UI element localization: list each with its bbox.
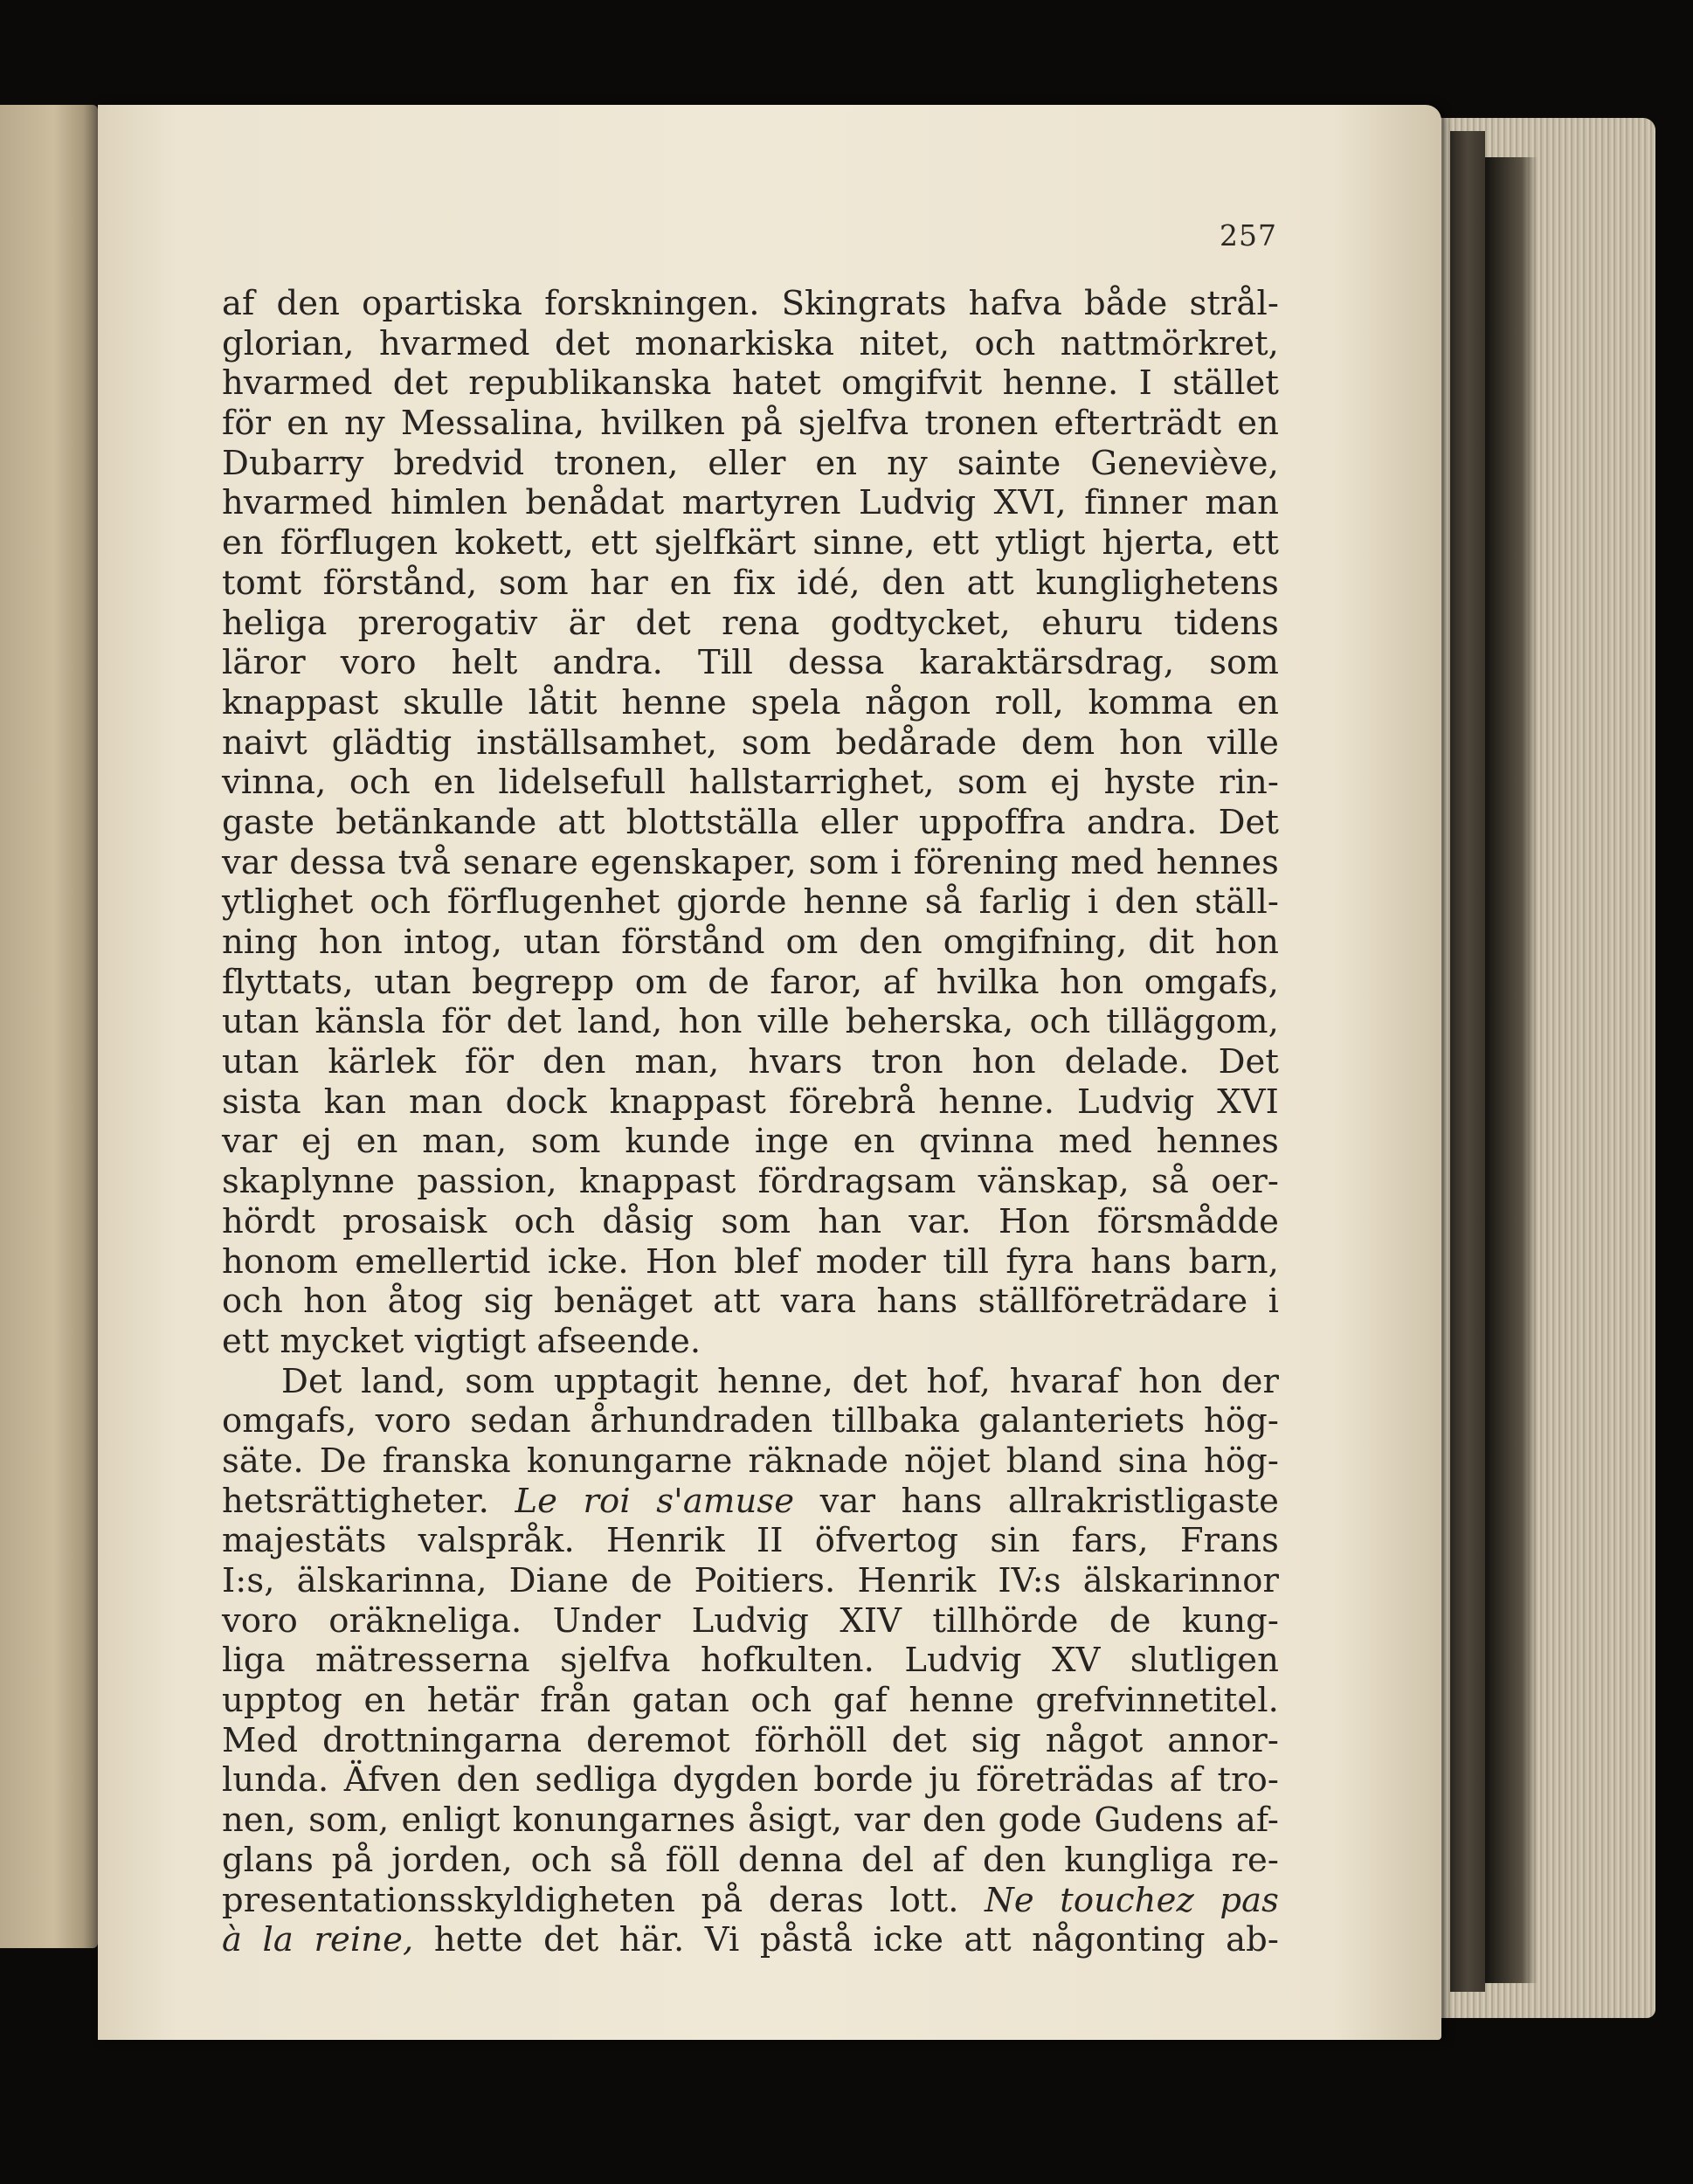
text-line-italic-mix: presentationsskyldigheten på deras lott. Ne touchez pas — [222, 1880, 1280, 1920]
text-line: vinna, och en lidelsefull hallstarrighet, som ej hyste rin- — [222, 763, 1279, 803]
text-line: naivt glädtig inställsamhet, som bedårade dem hon ville — [222, 722, 1279, 763]
text-line: hvarmed himlen benådat martyren Ludvig XVI, finner man — [222, 483, 1279, 523]
italic-phrase: Le roi s'amuse — [515, 1481, 795, 1521]
text-line: voro oräkneliga. Under Ludvig XIV tillhörde de kung- — [222, 1600, 1279, 1641]
text-line: Dubarry bredvid tronen, eller en ny sainte Geneviève, — [222, 443, 1279, 483]
text-line: af den opartiska forskningen. Skingrats hafva både strål- — [222, 284, 1279, 323]
text-line: var ej en man, som kunde inge en qvinna med hennes — [222, 1122, 1279, 1162]
text-line: gaste betänkande att blottställa eller uppoffra andra. Det — [222, 802, 1279, 842]
text-line: utan känsla för det land, hon ville beherska, och tilläggom, — [222, 1002, 1279, 1042]
text-line: ning hon intog, utan förstånd om den omgifning, dit hon — [222, 923, 1279, 962]
text-line: Det land, som upptagit henne, det hof, hvaraf hon der — [281, 1361, 1279, 1401]
text-line: för en ny Messalina, hvilken på sjelfva tronen efterträdt en — [222, 404, 1279, 444]
text-line: och hon åtog sig benäget att vara hans ställföreträdare i — [222, 1282, 1279, 1322]
italic-phrase: à la reine, — [222, 1920, 414, 1960]
italic-phrase: Ne touchez pas — [985, 1880, 1280, 1920]
text-line: upptog en hetär från gatan och gaf henne grefvinnetitel. — [222, 1681, 1279, 1721]
text-line: nen, som, enligt konungarnes åsigt, var den gode Gudens af- — [222, 1800, 1279, 1841]
text-line: läror voro helt andra. Till dessa karaktärsdrag, som — [222, 643, 1279, 683]
text-line-italic-mix: hetsrättigheter. Le roi s'amuse var hans allrakristligaste — [222, 1481, 1279, 1521]
book-page — [98, 105, 1441, 2040]
text-line: Med drottningarna deremot förhöll det sig något annor- — [222, 1720, 1279, 1760]
text-line: skaplynne passion, knappast fördragsam vänskap, så oer- — [222, 1162, 1279, 1202]
page-gutter-shadow — [1485, 157, 1538, 1983]
text-line: majestäts valspråk. Henrik II öfvertog sin fars, Frans — [222, 1521, 1279, 1561]
text-line: en förflugen kokett, ett sjelfkärt sinne, ett ytligt hjerta, ett — [222, 523, 1279, 563]
body-text — [222, 284, 1279, 1960]
text-line: glorian, hvarmed det monarkiska nitet, och nattmörkret, — [222, 323, 1279, 363]
text-line: ett mycket vigtigt afseende. — [222, 1321, 701, 1361]
text-line: hvarmed det republikanska hatet omgifvit henne. I stället — [222, 363, 1279, 404]
text-line: ytlighet och förflugenhet gjorde henne så farlig i den ställ- — [222, 882, 1279, 923]
text-line: liga mätresserna sjelfva hofkulten. Ludvig XV slutligen — [222, 1641, 1279, 1681]
text-line: flyttats, utan begrepp om de faror, af hvilka hon omgafs, — [222, 962, 1279, 1002]
text-line: omgafs, voro sedan århundraden tillbaka galanteriets hög- — [222, 1401, 1279, 1441]
text-line: utan kärlek för den man, hvars tron hon delade. Det — [222, 1042, 1279, 1082]
book-spine-shadow — [1450, 131, 1485, 1992]
text-line: knappast skulle låtit henne spela någon roll, komma en — [222, 682, 1279, 722]
left-page-edge — [0, 105, 98, 1948]
text-line: tomt förstånd, som har en fix idé, den att kunglighetens — [222, 563, 1279, 603]
text-line: säte. De franska konungarne räknade nöjet bland sina hög- — [222, 1441, 1279, 1481]
text-line: lunda. Äfven den sedliga dygden borde ju företrädas af tro- — [222, 1760, 1279, 1800]
text-line: sista kan man dock knappast förebrå henne. Ludvig XVI — [222, 1082, 1279, 1122]
text-line-italic-mix: à la reine, hette det här. Vi påstå icke att någonting ab- — [222, 1920, 1279, 1960]
text-line: hördt prosaisk och dåsig som han var. Hon försmådde — [222, 1201, 1279, 1241]
text-line: heliga prerogativ är det rena godtycket, ehuru tidens — [222, 603, 1279, 643]
text-line: glans på jorden, och så föll denna del af den kungliga re- — [222, 1840, 1279, 1880]
text-line: var dessa två senare egenskaper, som i förening med hennes — [222, 842, 1279, 882]
text-line: I:s, älskarinna, Diane de Poitiers. Henrik IV:s älskarinnor — [222, 1561, 1279, 1600]
text-line: honom emellertid icke. Hon blef moder till fyra hans barn, — [222, 1241, 1279, 1282]
page-number: 257 — [1220, 218, 1277, 252]
